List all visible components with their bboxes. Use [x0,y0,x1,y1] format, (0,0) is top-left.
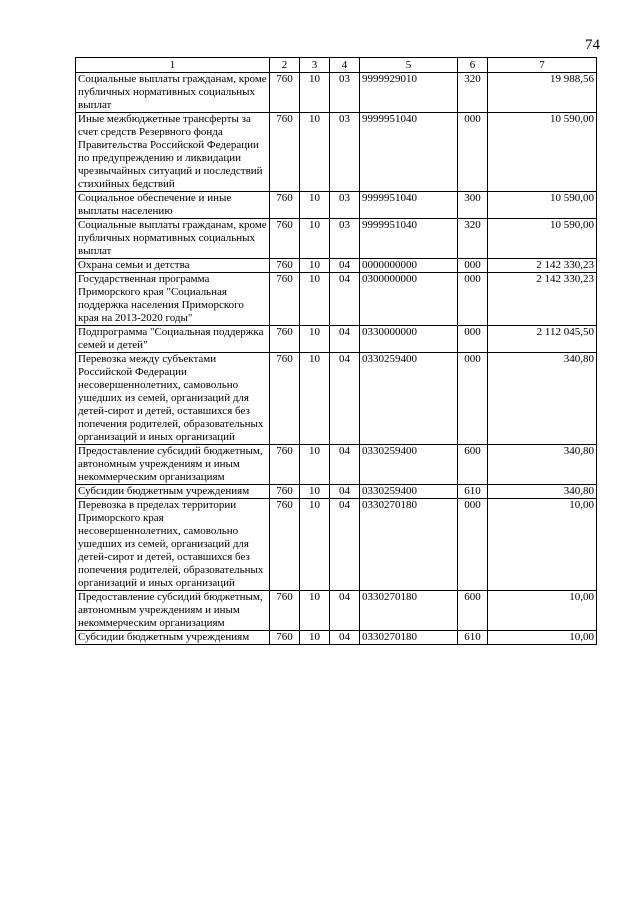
subsection-code: 03 [330,219,360,259]
ministry-code: 760 [270,353,300,445]
subsection-code: 03 [330,73,360,113]
amount: 340,80 [488,445,597,485]
ministry-code: 760 [270,326,300,353]
subsection-code: 04 [330,259,360,273]
page-number: 74 [585,37,600,53]
subsection-code: 04 [330,445,360,485]
target-article-code: 0330270180 [360,591,458,631]
subsection-code: 04 [330,485,360,499]
amount: 10 590,00 [488,219,597,259]
row-name: Охрана семьи и детства [76,259,270,273]
expense-type-code: 000 [458,353,488,445]
section-code: 10 [300,73,330,113]
table-row [76,353,597,445]
section-code: 10 [300,192,330,219]
row-name: Государственная программа Приморского края "Социальная поддержка населения Приморского края на 2013-2020 годы" [76,273,270,326]
section-code: 10 [300,445,330,485]
row-name: Социальные выплаты гражданам, кроме публичных нормативных социальных выплат [76,219,270,259]
table-row [76,485,597,499]
amount: 19 988,56 [488,73,597,113]
column-header: 7 [488,58,597,73]
expense-type-code: 000 [458,259,488,273]
section-code: 10 [300,273,330,326]
expense-type-code: 000 [458,326,488,353]
section-code: 10 [300,353,330,445]
row-name: Предоставление субсидий бюджетным, автономным учреждениям и иным некоммерческим организациям [76,445,270,485]
amount: 2 142 330,23 [488,273,597,326]
section-code: 10 [300,485,330,499]
target-article-code: 0300000000 [360,273,458,326]
column-header: 2 [270,58,300,73]
ministry-code: 760 [270,485,300,499]
target-article-code: 0000000000 [360,259,458,273]
ministry-code: 760 [270,73,300,113]
table-row [76,591,597,631]
table-row [76,273,597,326]
row-name: Перевозка в пределах территории Приморского края несовершеннолетних, самовольно ушедших из семей, организаций для детей-сирот и детей, оставшихся без попечения родителей, образовательных организаций и иных организаций [76,499,270,591]
subsection-code: 04 [330,273,360,326]
column-header: 3 [300,58,330,73]
ministry-code: 760 [270,273,300,326]
table-row [76,499,597,591]
row-name: Подпрограмма "Социальная поддержка семей и детей" [76,326,270,353]
subsection-code: 04 [330,499,360,591]
target-article-code: 0330270180 [360,499,458,591]
table-row [76,445,597,485]
budget-table [75,57,597,645]
expense-type-code: 600 [458,445,488,485]
amount: 340,80 [488,485,597,499]
table-row [76,326,597,353]
header-row [76,58,597,73]
expense-type-code: 300 [458,192,488,219]
row-name: Перевозка между субъектами Российской Федерации несовершеннолетних, самовольно ушедших из семей, организаций для детей-сирот и детей, оставшихся без попечения родителей, образовательных организаций и иных организаций [76,353,270,445]
amount: 2 112 045,50 [488,326,597,353]
ministry-code: 760 [270,499,300,591]
subsection-code: 04 [330,326,360,353]
section-code: 10 [300,219,330,259]
target-article-code: 0330259400 [360,485,458,499]
ministry-code: 760 [270,591,300,631]
section-code: 10 [300,326,330,353]
table-row [76,259,597,273]
expense-type-code: 610 [458,631,488,645]
row-name: Субсидии бюджетным учреждениям [76,485,270,499]
ministry-code: 760 [270,631,300,645]
table-row [76,631,597,645]
row-name: Субсидии бюджетным учреждениям [76,631,270,645]
expense-type-code: 320 [458,219,488,259]
target-article-code: 9999929010 [360,73,458,113]
column-header: 4 [330,58,360,73]
column-header: 5 [360,58,458,73]
subsection-code: 04 [330,353,360,445]
section-code: 10 [300,113,330,192]
section-code: 10 [300,259,330,273]
subsection-code: 03 [330,192,360,219]
amount: 340,80 [488,353,597,445]
table-row [76,113,597,192]
table-row [76,73,597,113]
subsection-code: 04 [330,631,360,645]
expense-type-code: 000 [458,113,488,192]
expense-type-code: 600 [458,591,488,631]
subsection-code: 03 [330,113,360,192]
ministry-code: 760 [270,192,300,219]
amount: 10,00 [488,631,597,645]
amount: 10,00 [488,591,597,631]
target-article-code: 0330000000 [360,326,458,353]
section-code: 10 [300,591,330,631]
ministry-code: 760 [270,259,300,273]
target-article-code: 9999951040 [360,192,458,219]
target-article-code: 9999951040 [360,219,458,259]
section-code: 10 [300,631,330,645]
expense-type-code: 320 [458,73,488,113]
section-code: 10 [300,499,330,591]
row-name: Социальные выплаты гражданам, кроме публичных нормативных социальных выплат [76,73,270,113]
column-header: 6 [458,58,488,73]
column-header: 1 [76,58,270,73]
amount: 2 142 330,23 [488,259,597,273]
ministry-code: 760 [270,219,300,259]
ministry-code: 760 [270,113,300,192]
ministry-code: 760 [270,445,300,485]
row-name: Социальное обеспечение и иные выплаты населению [76,192,270,219]
expense-type-code: 610 [458,485,488,499]
amount: 10 590,00 [488,113,597,192]
subsection-code: 04 [330,591,360,631]
table-row [76,219,597,259]
row-name: Иные межбюджетные трансферты за счет средств Резервного фонда Правительства Российской Федерации по предупреждению и ликвидации чрезвычайных ситуаций и последствий стихийных бедствий [76,113,270,192]
target-article-code: 9999951040 [360,113,458,192]
target-article-code: 0330270180 [360,631,458,645]
expense-type-code: 000 [458,499,488,591]
target-article-code: 0330259400 [360,445,458,485]
expense-type-code: 000 [458,273,488,326]
table-row [76,192,597,219]
amount: 10,00 [488,499,597,591]
target-article-code: 0330259400 [360,353,458,445]
row-name: Предоставление субсидий бюджетным, автономным учреждениям и иным некоммерческим организациям [76,591,270,631]
amount: 10 590,00 [488,192,597,219]
